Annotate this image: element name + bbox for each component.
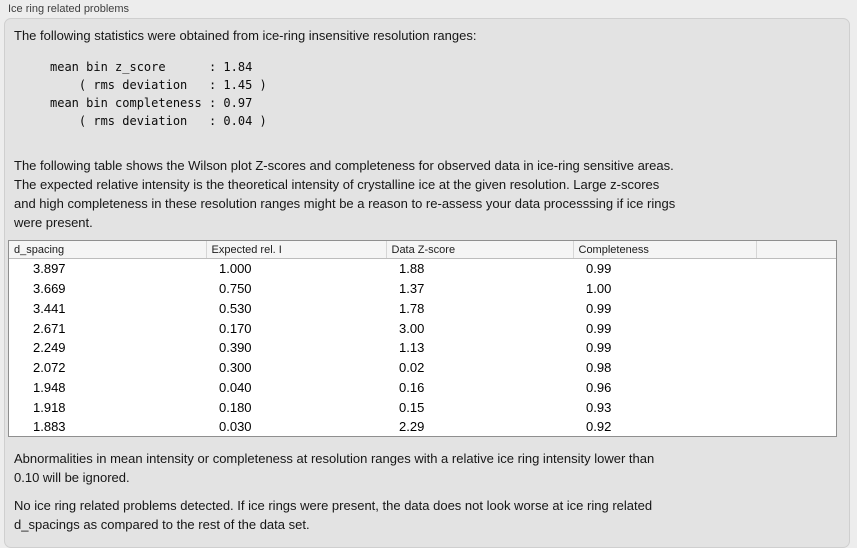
- column-header-data-z-score[interactable]: Data Z-score: [386, 241, 573, 259]
- cell-expected-rel-i: 0.030: [219, 419, 252, 435]
- stat-z-score-rms-deviation: ( rms deviation : 1.45 ): [50, 78, 267, 92]
- cell-data-z-score: 3.00: [399, 320, 425, 336]
- cell-data-z-score: 0.02: [399, 360, 425, 376]
- cell-expected-rel-i: 1.000: [219, 261, 252, 277]
- ignore-note: [14, 449, 840, 487]
- cell-completeness: 0.93: [586, 399, 612, 415]
- cell-d-spacing: 1.883: [33, 419, 66, 435]
- cell-d-spacing: 1.918: [33, 399, 66, 415]
- cell-data-z-score: 1.37: [399, 281, 425, 297]
- cell-empty: [756, 358, 836, 378]
- cell-empty: [756, 338, 836, 358]
- cell-expected-rel-i: 0.750: [219, 281, 252, 297]
- cell-completeness: 0.99: [586, 300, 612, 316]
- table-row[interactable]: [9, 299, 836, 319]
- table-description-line: were present.: [14, 215, 93, 230]
- stat-mean-bin-completeness: mean bin completeness : 0.97: [50, 96, 253, 110]
- table-header-row: [9, 241, 836, 259]
- cell-expected-rel-i: 0.390: [219, 340, 252, 356]
- cell-empty: [756, 299, 836, 319]
- column-header-completeness[interactable]: Completeness: [573, 241, 756, 259]
- table-description: [14, 156, 840, 232]
- stats-intro-text: The following statistics were obtained from ice-ring insensitive resolution ranges:: [14, 28, 477, 43]
- cell-expected-rel-i: 0.170: [219, 320, 252, 336]
- conclusion-line: No ice ring related problems detected. If ice rings were present, the data does not look worse at ice ring related: [14, 498, 653, 513]
- cell-d-spacing: 3.897: [33, 261, 66, 277]
- table-row[interactable]: [9, 358, 836, 378]
- cell-d-spacing: 2.249: [33, 340, 66, 356]
- panel-title: Ice ring related problems: [8, 3, 130, 15]
- cell-expected-rel-i: 0.530: [219, 300, 252, 316]
- conclusion-text: [14, 496, 840, 534]
- cell-d-spacing: 2.072: [33, 360, 66, 376]
- cell-completeness: 0.99: [586, 320, 612, 336]
- table-description-line: and high completeness in these resolution ranges might be a reason to re-assess your data processsing if ice rings: [14, 196, 676, 211]
- cell-completeness: 0.92: [586, 419, 612, 435]
- cell-d-spacing: 2.671: [33, 320, 66, 336]
- table-row[interactable]: [9, 279, 836, 299]
- cell-empty: [756, 417, 836, 437]
- cell-completeness: 0.98: [586, 360, 612, 376]
- cell-completeness: 0.99: [586, 340, 612, 356]
- table-description-line: The following table shows the Wilson plot Z-scores and completeness for observed data in ice-ring sensitive areas.: [14, 158, 674, 173]
- stat-mean-bin-z-score: mean bin z_score : 1.84: [50, 60, 253, 74]
- table-row[interactable]: [9, 378, 836, 398]
- table-description-line: The expected relative intensity is the theoretical intensity of crystalline ice at the given resolution. Large z-scores: [14, 177, 660, 192]
- table-row[interactable]: [9, 318, 836, 338]
- cell-d-spacing: 3.441: [33, 300, 66, 316]
- cell-completeness: 0.99: [586, 261, 612, 277]
- cell-completeness: 0.96: [586, 379, 612, 395]
- column-header-empty: [756, 241, 836, 259]
- ice-ring-groupbox: [4, 18, 850, 548]
- cell-d-spacing: 1.948: [33, 379, 66, 395]
- cell-data-z-score: 0.16: [399, 379, 425, 395]
- cell-empty: [756, 378, 836, 398]
- conclusion-line: d_spacings as compared to the rest of the data set.: [14, 517, 310, 532]
- cell-expected-rel-i: 0.180: [219, 399, 252, 415]
- cell-completeness: 1.00: [586, 281, 612, 297]
- cell-empty: [756, 259, 836, 279]
- table-row[interactable]: [9, 397, 836, 417]
- cell-data-z-score: 0.15: [399, 399, 425, 415]
- ice-ring-table[interactable]: [8, 240, 837, 437]
- cell-d-spacing: 3.669: [33, 281, 66, 297]
- cell-empty: [756, 318, 836, 338]
- cell-expected-rel-i: 0.300: [219, 360, 252, 376]
- stat-completeness-rms-deviation: ( rms deviation : 0.04 ): [50, 114, 267, 128]
- cell-expected-rel-i: 0.040: [219, 379, 252, 395]
- ignore-note-line: Abnormalities in mean intensity or completeness at resolution ranges with a relative ice ring intensity lower than: [14, 451, 655, 466]
- stats-block: [50, 58, 840, 130]
- cell-data-z-score: 1.78: [399, 300, 425, 316]
- ice-ring-data-table: [9, 241, 836, 437]
- ignore-note-line: 0.10 will be ignored.: [14, 470, 130, 485]
- cell-empty: [756, 279, 836, 299]
- cell-data-z-score: 1.13: [399, 340, 425, 356]
- table-row[interactable]: [9, 417, 836, 437]
- column-header-expected-rel-i[interactable]: Expected rel. I: [206, 241, 386, 259]
- column-header-d-spacing[interactable]: d_spacing: [9, 241, 206, 259]
- cell-data-z-score: 1.88: [399, 261, 425, 277]
- table-row[interactable]: [9, 338, 836, 358]
- cell-empty: [756, 397, 836, 417]
- table-row[interactable]: [9, 259, 836, 279]
- cell-data-z-score: 2.29: [399, 419, 425, 435]
